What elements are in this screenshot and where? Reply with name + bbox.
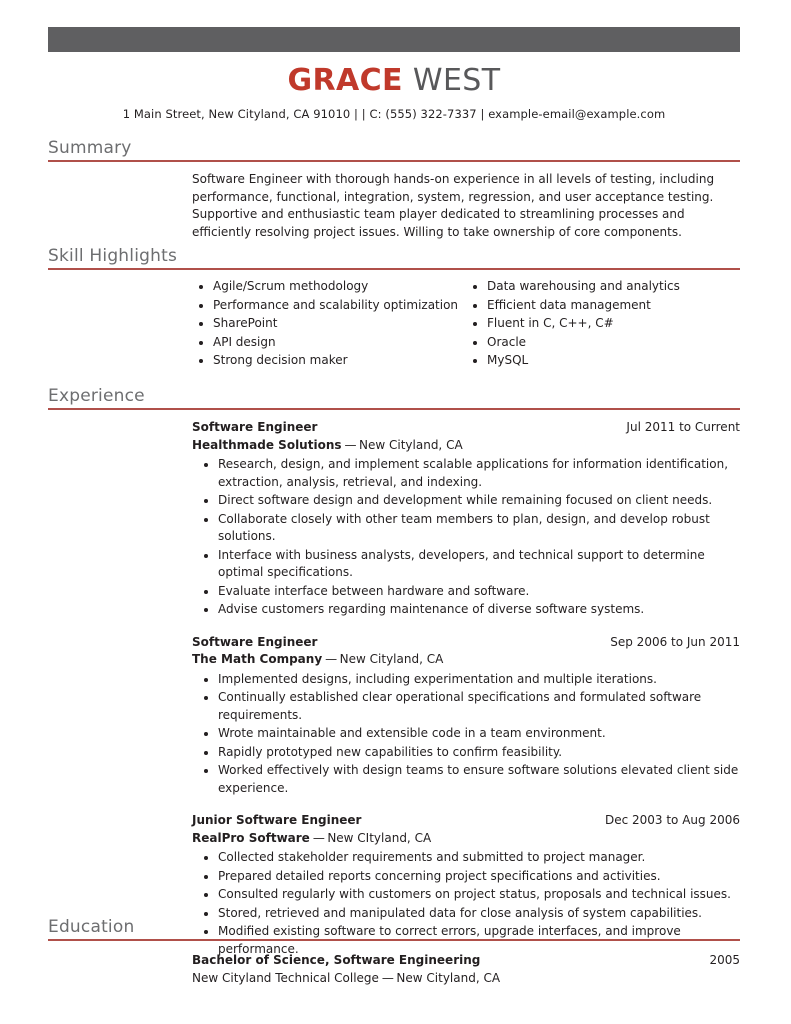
job-location: New Cityland, CA [359, 437, 463, 452]
list-item: Collaborate closely with other team members to plan, design, and develop robust solutions. [192, 511, 740, 546]
job-header [192, 812, 740, 830]
list-item: Rapidly prototyped new capabilities to confirm feasibility. [192, 744, 740, 762]
job-company-line [192, 651, 740, 669]
list-item: Consulted regularly with customers on project status, proposals and technical issues. [192, 886, 740, 904]
job-date: Sep 2006 to Jun 2011 [610, 634, 740, 649]
skills-list-left [192, 278, 466, 370]
list-item: Continually established clear operational specifications and formulated software requirements. [192, 689, 740, 724]
list-item: SharePoint [192, 315, 466, 333]
skills-body [192, 278, 740, 371]
contact-line: 1 Main Street, New Cityland, CA 91010 | | C: (555) 322-7337 | example-email@example.com [122, 107, 666, 121]
job-date: Dec 2003 to Aug 2006 [604, 813, 740, 827]
experience-entry [192, 634, 740, 798]
summary-paragraph: Software Engineer with thorough hands-on experience in all levels of testing, including performance, functional, integration, system, regression, and user acceptance testing. Supportive and enthusiastic team player dedicated to streamlining processes and efficiently resolving project issues. Willing to take ownership of core components. [192, 172, 715, 239]
job-location: New CItyland, CA [327, 830, 432, 845]
list-item: Collected stakeholder requirements and submitted to project manager. [192, 849, 740, 867]
section-title-experience: Experience [48, 386, 145, 406]
separator-dash: — [325, 652, 337, 666]
job-bullets [192, 671, 740, 798]
list-item: Implemented designs, including experimentation and multiple iterations. [192, 671, 740, 689]
school-line [192, 970, 740, 988]
graduation-year: 2005 [709, 953, 740, 967]
company-name: The Math Company [192, 652, 323, 666]
job-title: Software Engineer [192, 634, 318, 649]
job-bullets [192, 456, 740, 619]
section-rule [48, 268, 740, 270]
list-item: Stored, retrieved and manipulated data for close analysis of system capabilities. [192, 905, 740, 923]
job-date: Jul 2011 to Current [626, 420, 740, 434]
job-title: Junior Software Engineer [192, 813, 362, 827]
company-name: Healthmade Solutions [192, 437, 342, 452]
skills-column-left [192, 278, 466, 371]
list-item: Data warehousing and analytics [466, 278, 740, 296]
job-header [192, 419, 740, 437]
section-education [48, 917, 740, 987]
list-item: API design [192, 334, 466, 352]
list-item: Fluent in C, C++, C# [466, 315, 740, 333]
section-rule [48, 939, 740, 941]
experience-entry [192, 419, 740, 619]
education-body [192, 952, 740, 987]
job-company-line [192, 830, 740, 848]
education-entry [192, 952, 740, 987]
section-skills [48, 246, 740, 371]
list-item: Advise customers regarding maintenance of diverse software systems. [192, 601, 740, 619]
list-item: Performance and scalability optimization [192, 297, 466, 315]
section-rule [48, 408, 740, 410]
separator-dash: — [312, 830, 325, 845]
list-item: Oracle [466, 334, 740, 352]
job-location: New Cityland, CA [339, 652, 444, 666]
header-accent-bar [48, 27, 740, 52]
section-title-summary: Summary [48, 138, 132, 158]
job-header [192, 634, 740, 652]
list-item: Modified existing software to correct errors, upgrade interfaces, and improve performance. [192, 923, 740, 958]
skills-list-right [466, 278, 740, 370]
job-title: Software Engineer [192, 420, 318, 434]
list-item: Wrote maintainable and extensible code in a team environment. [192, 725, 740, 743]
list-item: Research, design, and implement scalable applications for information identification, extraction, analysis, retrieval, and indexing. [192, 456, 740, 491]
list-item: Efficient data management [466, 297, 740, 315]
list-item: Evaluate interface between hardware and software. [192, 583, 740, 601]
section-experience [48, 386, 740, 959]
separator-dash: — [381, 970, 394, 985]
education-header [192, 952, 740, 970]
list-item: Strong decision maker [192, 352, 466, 370]
company-name: RealPro Software [192, 830, 310, 845]
list-item: Interface with business analysts, developers, and technical support to determine optimal specifications. [192, 547, 740, 582]
section-title-education: Education [48, 917, 135, 937]
candidate-name [48, 64, 740, 98]
list-item: Agile/Scrum methodology [192, 278, 466, 296]
section-rule [48, 160, 740, 162]
list-item: MySQL [466, 352, 740, 370]
resume-header [48, 64, 740, 121]
job-company-line [192, 437, 740, 455]
summary-body [192, 171, 740, 241]
last-name: WEST [402, 63, 501, 98]
section-title-skills: Skill Highlights [48, 246, 178, 266]
school-name: New Cityland Technical College [192, 970, 379, 985]
school-location: New Cityland, CA [396, 970, 501, 985]
skills-column-right [466, 278, 740, 371]
list-item: Prepared detailed reports concerning project specifications and activities. [192, 868, 740, 886]
degree-name: Bachelor of Science, Software Engineering [192, 953, 481, 967]
list-item: Worked effectively with design teams to ensure software solutions elevated client side experience. [192, 762, 740, 797]
section-summary [48, 138, 740, 241]
first-name: GRACE [287, 63, 403, 98]
experience-body [192, 419, 740, 958]
list-item: Direct software design and development while remaining focused on client needs. [192, 492, 740, 510]
separator-dash: — [344, 437, 357, 452]
